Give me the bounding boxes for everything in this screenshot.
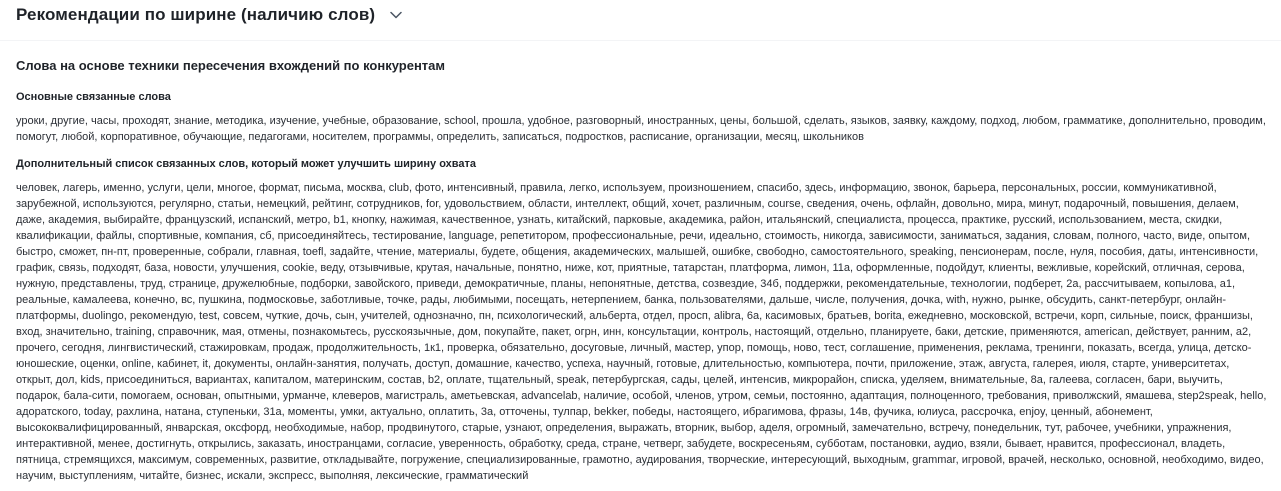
section-title: Рекомендации по ширине (наличию слов)	[16, 5, 376, 24]
extra-words-title: Дополнительный список связанных слов, который может улучшить ширину охвата	[16, 158, 477, 170]
extra-words-list: человек, лагерь, именно, услуги, цели, многое, формат, письма, москва, club, фото, интенсивный, правила, легко, используем, произношением, спасибо, здесь, информацию, звонок, барьера, персональных, россии, коммуникативной, зарубежной, используются, регулярно, статьи, немецкий, рейтинг, сотрудников, for, удовольствием, области, интеллект, общий, хочет, различным, course, сведения, очень, офлайн, довольно, мира, минут, подарочный, повышения, делаем, даже, академия, выбирайте, французский, испанский, метро, b1, кнопку, нажимая, качественное, узнать, китайский, парковые, академика, район, итальянский, специалиста, процесса, практике, русский, использованием, места, скидки, квалификации, файлы, спортивные, компания, сб, присоединяйтесь, тестирование, language, репетитором, профессиональные, речи, идеально, стоимость, никогда, зависимости, заниматься, задания, словам, полного, часто, виде, опытом, быстро, сможет, пн-пт, проверенные, собрали, главная, toefl, задайте, чтение, материалы, будете, общения, академических, малышей, ошибке, свободно, самостоятельного, speaking, пенсионерам, после, нуля, пособия, даты, интенсивности, график, связь, подходят, база, новости, улучшения, cookie, веду, отзывчивые, крутая, начальные, понятно, ниже, кот, приятные, татарстан, платформа, лимон, 11а, оформленные, подойдут, клиенты, вежливые, корейский, отличная, серова, нужную, представлены, труд, странице, дружелюбные, подборки, завойского, приведи, демократичные, планы, непонятные, детства, созвездие, 34б, поддержки, рекомендательные, технологии, подберет, 2а, рассчитываем, копылова, a1, реальные, камалеева, конечно, вс, пушкина, подмосковье, заботливые, точке, рады, любимыми, посещать, нетерпением, банка, пользователями, дальше, числе, получения, дочка, with, нужно, рынке, обсудить, санкт-петербург, онлайн-платформы, duolingo, рекомендую, test, совсем, чуткие, дочь, сын, учителей, однозначно, пн, психологический, альберта, отдел, просп, alibra, 6а, касимовых, братьев, borita, ежедневно, московской, встречи, корп, сильные, поиск, франшизы, вход, значительно, training, справочник, мая, отмены, познакомьтесь, русскоязычные, дом, покупайте, пакет, огрн, инн, консультации, контроль, настоящий, отдельно, планируете, баки, детские, применяются, american, действует, ранним, а2, прочего, сегодня, лингвистический, стажировкам, продаж, продолжительность, 1к1, проверка, обязательно, досуговые, личный, мастер, упор, помощь, ново, тест, соглашение, применения, реклама, тренинги, показать, всегда, улица, детско-юношеские, оценки, online, кабинет, it, документы, онлайн-занятия, получать, доступ, домашние, качество, успеха, научный, готовые, длительностью, компьютера, почти, приложение, этаж, августа, галерея, июля, старте, университетах, открыт, дол, kids, присоединиться, вариантах, капиталом, материнским, состав, b2, оплате, тщательный, speak, петербургская, сады, целей, интенсив, микрорайон, списка, уделяем, внимательные, 8а, галеева, согласен, бари, выучить, подарок, бала-сити, помогаем, основан, опытными, урманче, клеверов, магистраль, аметьевская, advancelab, наличие, особой, членов, утром, семьи, постоянно, адаптация, полноценного, требования, приволжский, ямашева, step2speak, hello, адоратского, today, рахлина, натана, ступеньки, 31а, моменты, умки, актуально, оплатить, 3а, отточены, тулпар, bekker, победы, настоящего, ибрагимова, фразы, 14в, фучика, юлиуса, рассрочка, enjoy, ценный, абонемент, высококвалифицированный, январская, оксфорд, необходимые, набор, продвинутого, старые, узнают, определения, выражать, вторник, выбор, аделя, огромный, замечательно, встречу, понедельник, тут, рабочее, учебники, упражнения, интерактивной, менее, достигнуть, открылись, заказать, иностранцами, согласие, уверенность, обработку, среда, стране, четверг, забудете, воскресеньям, субботам, постановки, аудио, взяли, бывает, нравится, профессионал, владеть, пятница, стремящихся, максимум, современных, развитие, откладывайте, погружение, специализированные, грамотно, аудирования, творческие, интересующий, выходным, grammar, игровой, врачей, несколько, основной, необходимо, видео, научим, выступлениям, читайте, бизнес, искали, экспресс, выполняя, лексические, грамматический	[16, 182, 1267, 482]
section-header[interactable]	[16, 4, 403, 26]
card-title: Слова на основе техники пересечения вхождений по конкурентам	[16, 58, 446, 73]
chevron-down-icon[interactable]	[389, 8, 403, 22]
words-card	[0, 40, 1281, 491]
main-words-title: Основные связанные слова	[16, 91, 171, 103]
main-words-list: уроки, другие, часы, проходят, знание, методика, изучение, учебные, образование, school, прошла, удобное, разговорный, иностранных, цены, большой, сделать, языков, заявку, каждому, подход, любом, грамматике, дополнительно, проводим, помогут, любой, корпоративное, обучающие, педагогами, носителем, программы, определить, записаться, подростков, расписание, организации, месяц, школьников	[16, 115, 1266, 143]
